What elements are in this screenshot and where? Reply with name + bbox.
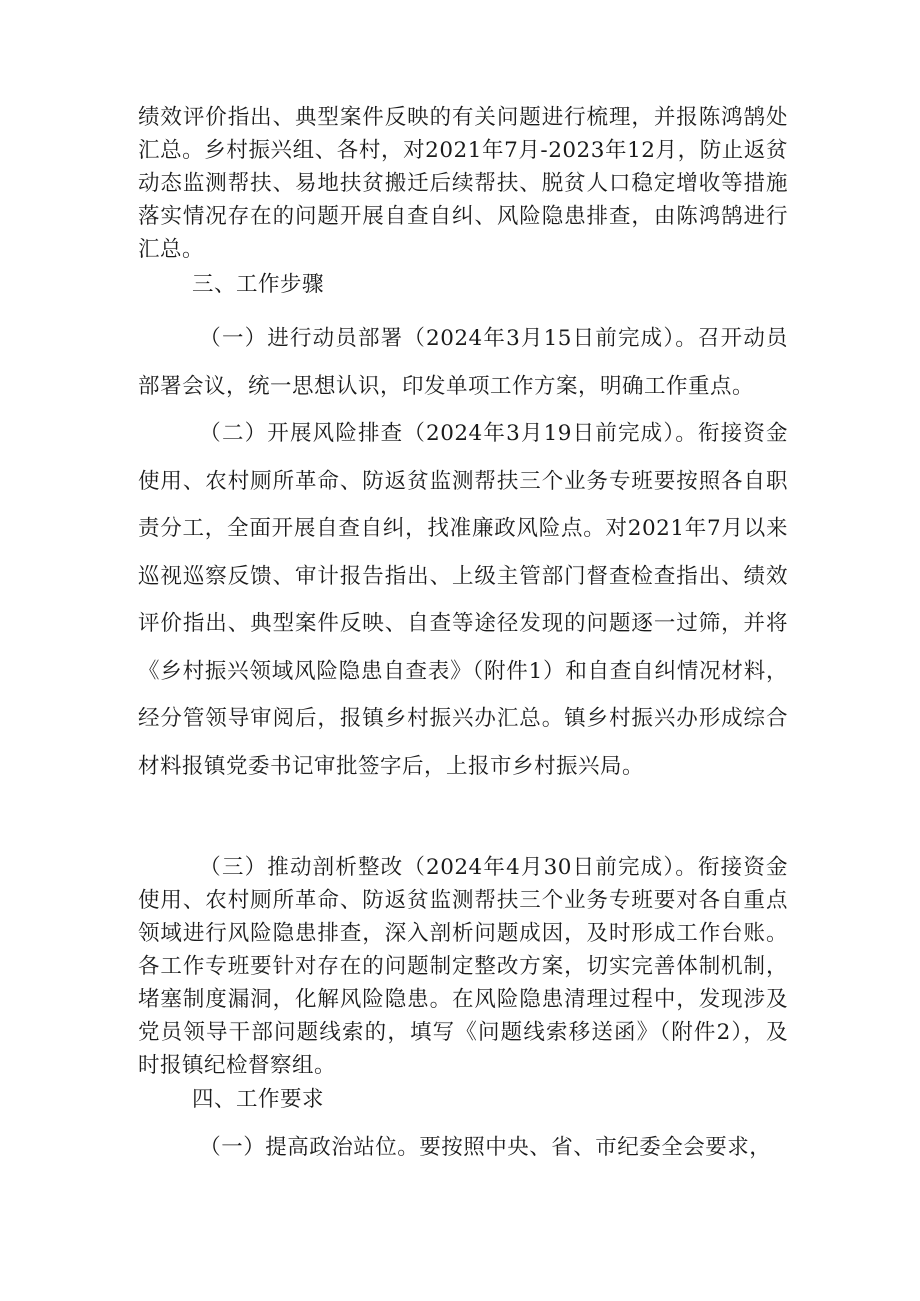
paragraph-step-3-rectification: （三）推动剖析整改（2024年4月30日前完成）。衔接资金使用、农村厕所革命、防返贫监测帮扶三个业务专班要对各自重点领域进行风险隐患排查，深入剖析问题成因，及时形成工作台账。各工作专班要针对存在的问题制定整改方案，切实完善体制机制，堵塞制度漏洞，化解风险隐患。在风险隐患清理过程中，发现涉及党员领导干部问题线索的，填写《问题线索移送函》（附件2），及时报镇纪检督察组。 — [138, 855, 788, 1078]
paragraph-step-2-risk-screening: （二）开展风险排查（2024年3月19日前完成）。衔接资金使用、农村厕所革命、防返贫监测帮扶三个业务专班要按照各自职责分工，全面开展自查自纠，找准廉政风险点。对2021年7月以来巡视巡察反馈、审计报告指出、上级主管部门督查检查指出、绩效评价指出、典型案件反映、自查等途径发现的问题逐一过筛，并将《乡村振兴领域风险隐患自查表》（附件1）和自查自纠情况材料，经分管领导审阅后，报镇乡村振兴办汇总。镇乡村振兴办形成综合材料报镇党委书记审批签字后，上报市乡村振兴局。 — [138, 421, 788, 779]
paragraph-requirement-1: （一）提高政治站位。要按照中央、省、市纪委全会要求， — [199, 1135, 772, 1160]
section-heading-work-steps: 三、工作步骤 — [192, 272, 325, 297]
section-heading-work-requirements: 四、工作要求 — [192, 1087, 325, 1112]
paragraph-continuation: 绩效评价指出、典型案件反映的有关问题进行梳理，并报陈鸿鹄处汇总。乡村振兴组、各村，对2021年7月-2023年12月，防止返贫动态监测帮扶、易地扶贫搬迁后续帮扶、脱贫人口稳定增收等措施落实情况存在的问题开展自查自纠、风险隐患排查，由陈鸿鹄进行汇总。 — [138, 105, 788, 262]
paragraph-step-1-mobilization: （一）进行动员部署（2024年3月15日前完成）。召开动员部署会议，统一思想认识，印发单项工作方案，明确工作重点。 — [138, 326, 788, 399]
